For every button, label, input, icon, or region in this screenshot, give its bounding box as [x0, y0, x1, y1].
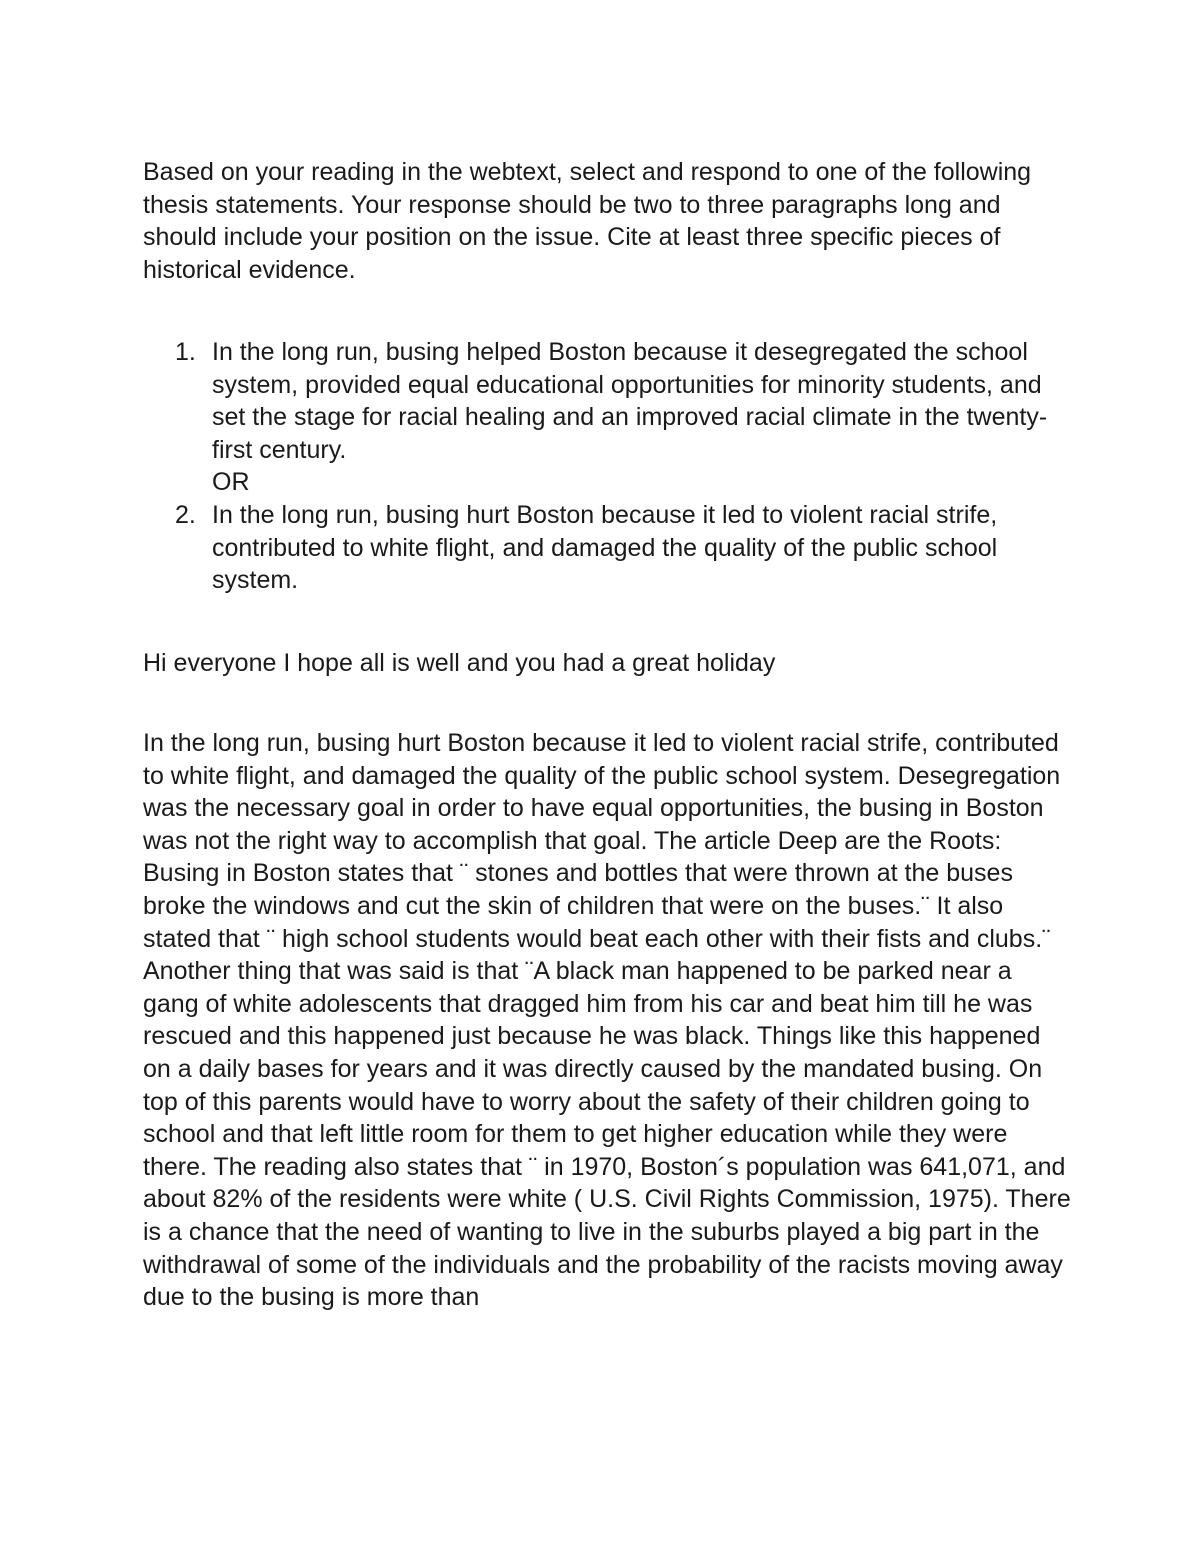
thesis-connector: OR — [212, 468, 250, 497]
greeting-line: Hi everyone I hope all is well and you had a great holiday — [143, 649, 776, 677]
thesis-list — [143, 336, 1068, 597]
thesis-number: 2. — [175, 500, 196, 529]
thesis-number: 1. — [175, 338, 196, 366]
assignment-prompt: Based on your reading in the webtext, select and respond to one of the following thesis statements. Your response should be two to three paragraphs long and should include your position on the issue. Cite at least three specific pieces of historical evidence. — [143, 158, 1032, 284]
response-paragraph: In the long run, busing hurt Boston because it led to violent racial strife, contributed to white flight, and damaged the quality of the public school system. Desegregation was the necessary goal in order to have equal opportunities, the busing in Boston was not the right way to accomplish that goal. The article Deep are the Roots: Busing in Boston states that ¨ stones and bottles that were thrown at the buses broke the windows and cut the skin of children that were on the buses.¨ It also stated that ¨ high school students would beat each other with their fists and clubs.¨ Another thing that was said is that ¨A black man happened to be parked near a gang of white adolescents that dragged him from his car and beat him till he was rescued and this happened just because he was black. Things like this happened on a daily bases for years and it was directly caused by the mandated busing. On top of this parents would have to worry about the safety of their children going to school and that left little room for them to get higher education while they were there. The reading also states that ¨ in 1970, Boston´s population was 641,071, and about 82% of the residents were white ( U.S. Civil Rights Commission, 1975). There is a chance that the need of wanting to live in the suburbs played a big part in the withdrawal of some of the individuals and the probability of the racists moving away due to the busing is more than — [143, 729, 1071, 1312]
thesis-item-1 — [143, 336, 1068, 499]
thesis-item-2 — [143, 499, 1068, 597]
thesis-statement: In the long run, busing helped Boston because it desegregated the school system, provided equal educational opportunities for minority students, and set the stage for racial healing and an improved racial climate in the twenty-first century. — [212, 338, 1048, 464]
thesis-statement: In the long run, busing hurt Boston because it led to violent racial strife, contributed to white flight, and damaged the quality of the public school system. — [212, 500, 998, 595]
